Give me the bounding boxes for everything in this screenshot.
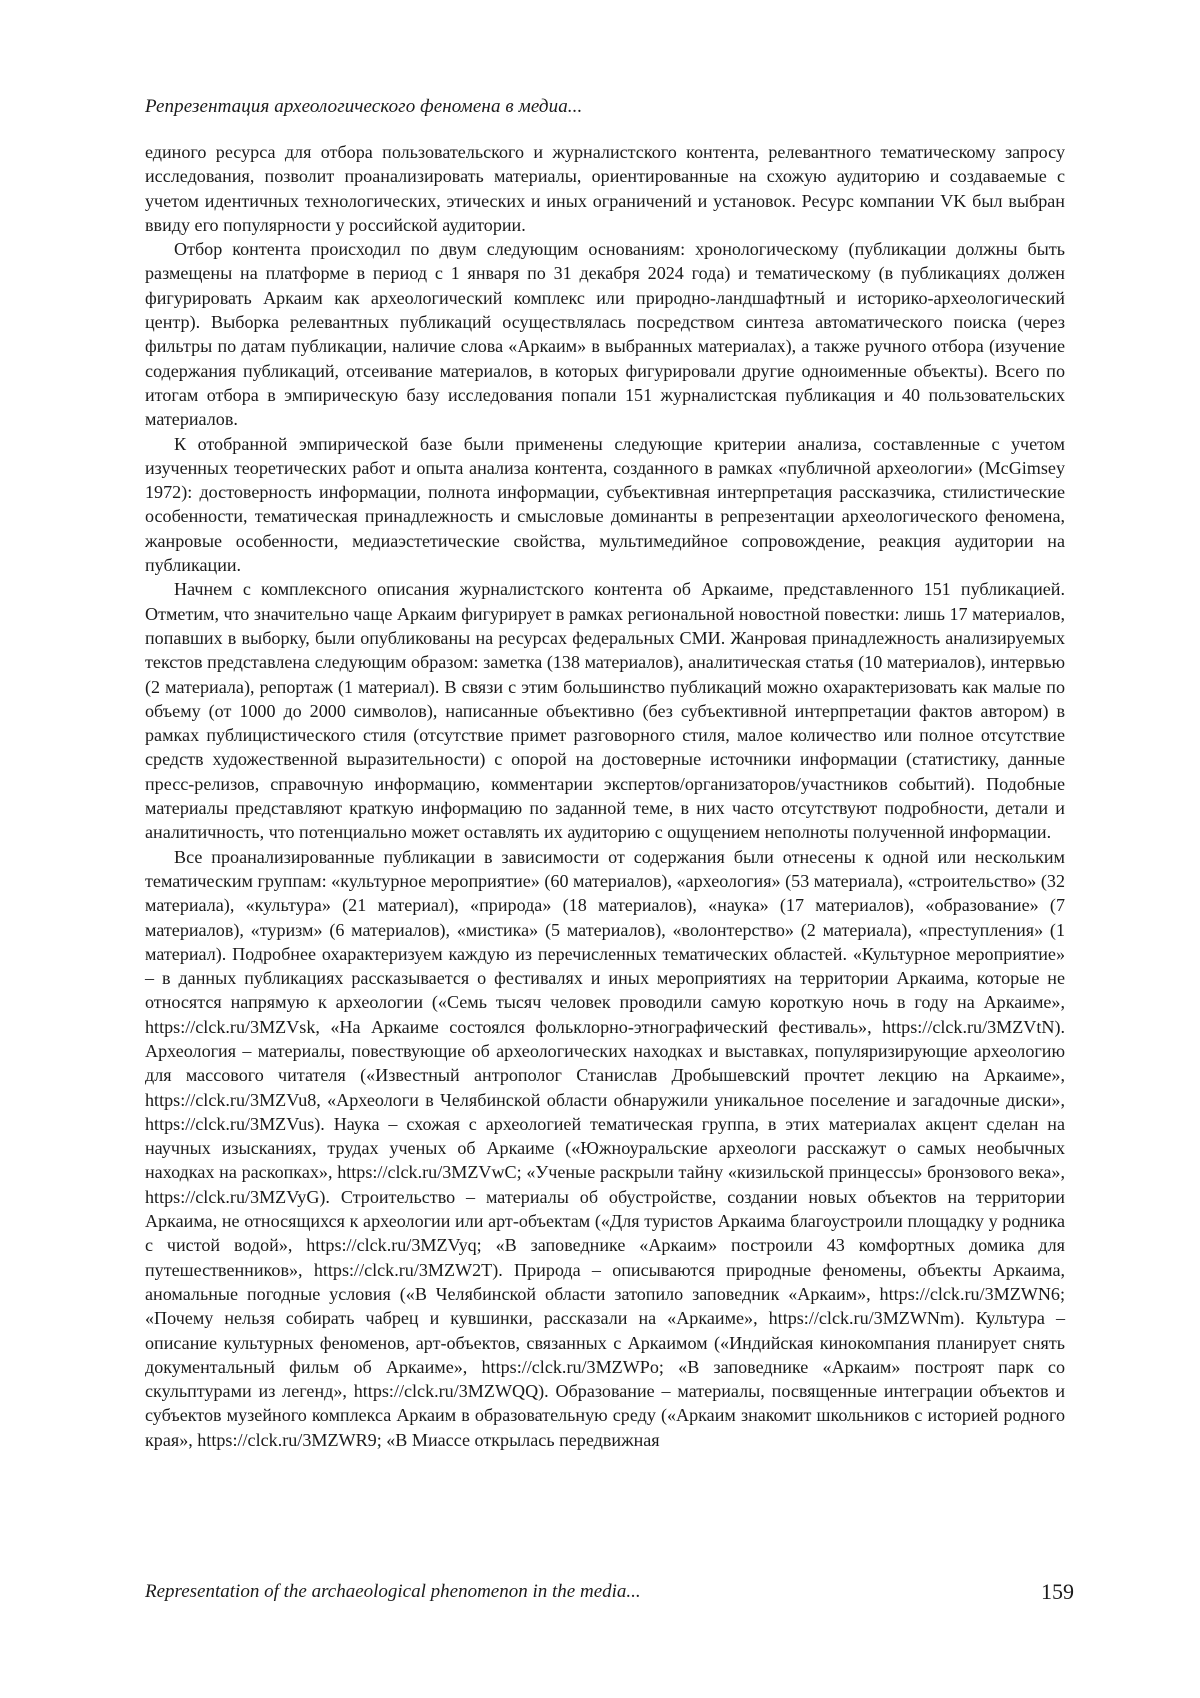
running-footer: Representation of the archaeological phenomenon in the media... bbox=[145, 1581, 641, 1602]
paragraph-thematic-groups: Все проанализированные публикации в зависимости от содержания были отнесены к одной или нескольким тематическим группам: «культурное мероприятие» (60 материалов), «археология» (53 материала), «строительство» (32 материала), «культура» (21 материал), «природа» (18 материалов), «наука» (17 материалов), «образование» (7 материалов), «туризм» (6 материалов), «мистика» (5 материалов), «волонтерство» (2 материала), «преступления» (1 материал). Подробнее охарактеризуем каждую из перечисленных тематических областей. «Культурное мероприятие» – в данных публикациях рассказывается о фестивалях и иных мероприятиях на территории Аркаима, которые не относятся напрямую к археологии («Семь тысяч человек проводили самую короткую ночь в году на Аркаиме», https://clck.ru/3MZVsk, «На Аркаиме состоялся фольклорно-этнографический фестиваль», https://clck.ru/3MZVtN). Археология – материалы, повествующие об археологических находках и выставках, популяризирующие археологию для массового читателя («Известный антрополог Станислав Дробышевский прочтет лекцию на Аркаиме», https://clck.ru/3MZVu8, «Археологи в Челябинской области обнаружили уникальное поселение и загадочные диски», https://clck.ru/3MZVus). Наука – схожая с археологией тематическая группа, в этих материалах акцент сделан на научных изысканиях, трудах ученых об Аркаиме («Южноуральские археологи расскажут о самых необычных находках на раскопках», https://clck.ru/3MZVwC; «Ученые раскрыли тайну «кизильской принцессы» бронзового века», https://clck.ru/3MZVyG). Строительство – материалы об обустройстве, создании новых объектов на территории Аркаима, не относящихся к археологии или арт-объектам («Для туристов Аркаима благоустроили площадку у родника с чистой водой», https://clck.ru/3MZVyq; «В заповеднике «Аркаим» построили 43 комфортных домика для путешественников», https://clck.ru/3MZW2T). Природа – описываются природные феномены, объекты Аркаима, аномальные погодные условия («В Челябинской области затопило заповедник «Аркаим», https://clck.ru/3MZWN6; «Почему нельзя собирать чабрец и кувшинки, рассказали на «Аркаиме», https://clck.ru/3MZWNm). Культура – описание культурных феноменов, арт-объектов, связанных с Аркаимом («Индийская кинокомпания планирует снять документальный фильм об Аркаиме», https://clck.ru/3MZWPo; «В заповеднике «Аркаим» построят парк со скульптурами из легенд», https://clck.ru/3MZWQQ). Образование – материалы, посвященные интеграции объектов и субъектов музейного комплекса Аркаим в образовательную среду («Аркаим знакомит школьников с историей родного края», https://clck.ru/3MZWR9; «В Миассе открылась передвижная bbox=[145, 846, 1065, 1450]
page-number: 159 bbox=[1041, 1579, 1074, 1604]
running-header: Репрезентация археологического феномена в медиа... bbox=[145, 96, 583, 117]
article-body bbox=[145, 140, 1065, 1452]
paragraph-content-selection: Отбор контента происходил по двум следующим основаниям: хронологическому (публикации должны быть размещены на платформе в период с 1 января по 31 декабря 2024 года) и тематическому (в публикациях должен фигурировать Аркаим как археологический комплекс или природно-ландшафтный и историко-археологический центр). Выборка релевантных публикаций осуществлялась посредством синтеза автоматического поиска (через фильтры по датам публикации, наличие слова «Аркаим» в выбранных материалах), а также ручного отбора (изучение содержания публикаций, отсеивание материалов, в которых фигурировали другие одноименные объекты). Всего по итогам отбора в эмпирическую базу исследования попали 151 журналистская публикация и 40 пользовательских материалов. bbox=[145, 239, 1065, 430]
paragraph-journalistic-content: Начнем с комплексного описания журналистского контента об Аркаиме, представленного 151 публикацией. Отметим, что значительно чаще Аркаим фигурирует в рамках региональной новостной повестки: лишь 17 материалов, попавших в выборку, были опубликованы на ресурсах федеральных СМИ. Жанровая принадлежность анализируемых текстов представлена следующим образом: заметка (138 материалов), аналитическая статья (10 материалов), интервью (2 материала), репортаж (1 материал). В связи с этим большинство публикаций можно охарактеризовать как малые по объему (от 1000 до 2000 символов), написанные объективно (без субъективной интерпретации фактов автором) в рамках публицистического стиля (отсутствие примет разговорного стиля, малое количество или полное отсутствие средств художественной выразительности) с опорой на достоверные источники информации (статистику, данные пресс-релизов, справочную информацию, комментарии экспертов/организаторов/участников событий). Подобные материалы представляют краткую информацию по заданной теме, в них часто отсутствуют подробности, детали и аналитичность, что потенциально может оставлять их аудиторию с ощущением неполноты полученной информации. bbox=[145, 579, 1065, 843]
paragraph-continuation: единого ресурса для отбора пользовательского и журналистского контента, релевантного тематическому запросу исследования, позволит проанализировать материалы, ориентированные на схожую аудиторию и создаваемые с учетом идентичных технологических, этических и иных ограничений и установок. Ресурс компании VK был выбран ввиду его популярности у российской аудитории. bbox=[145, 142, 1065, 235]
paragraph-analysis-criteria: К отобранной эмпирической базе были применены следующие критерии анализа, составленные с учетом изученных теоретических работ и опыта анализа контента, созданного в рамках «публичной археологии» (McGimsey 1972): достоверность информации, полнота информации, субъективная интерпретация рассказчика, стилистические особенности, тематическая принадлежность и смысловые доминанты в репрезентации археологического феномена, жанровые особенности, медиаэстетические свойства, мультимедийное сопровождение, реакция аудитории на публикации. bbox=[145, 433, 1065, 576]
